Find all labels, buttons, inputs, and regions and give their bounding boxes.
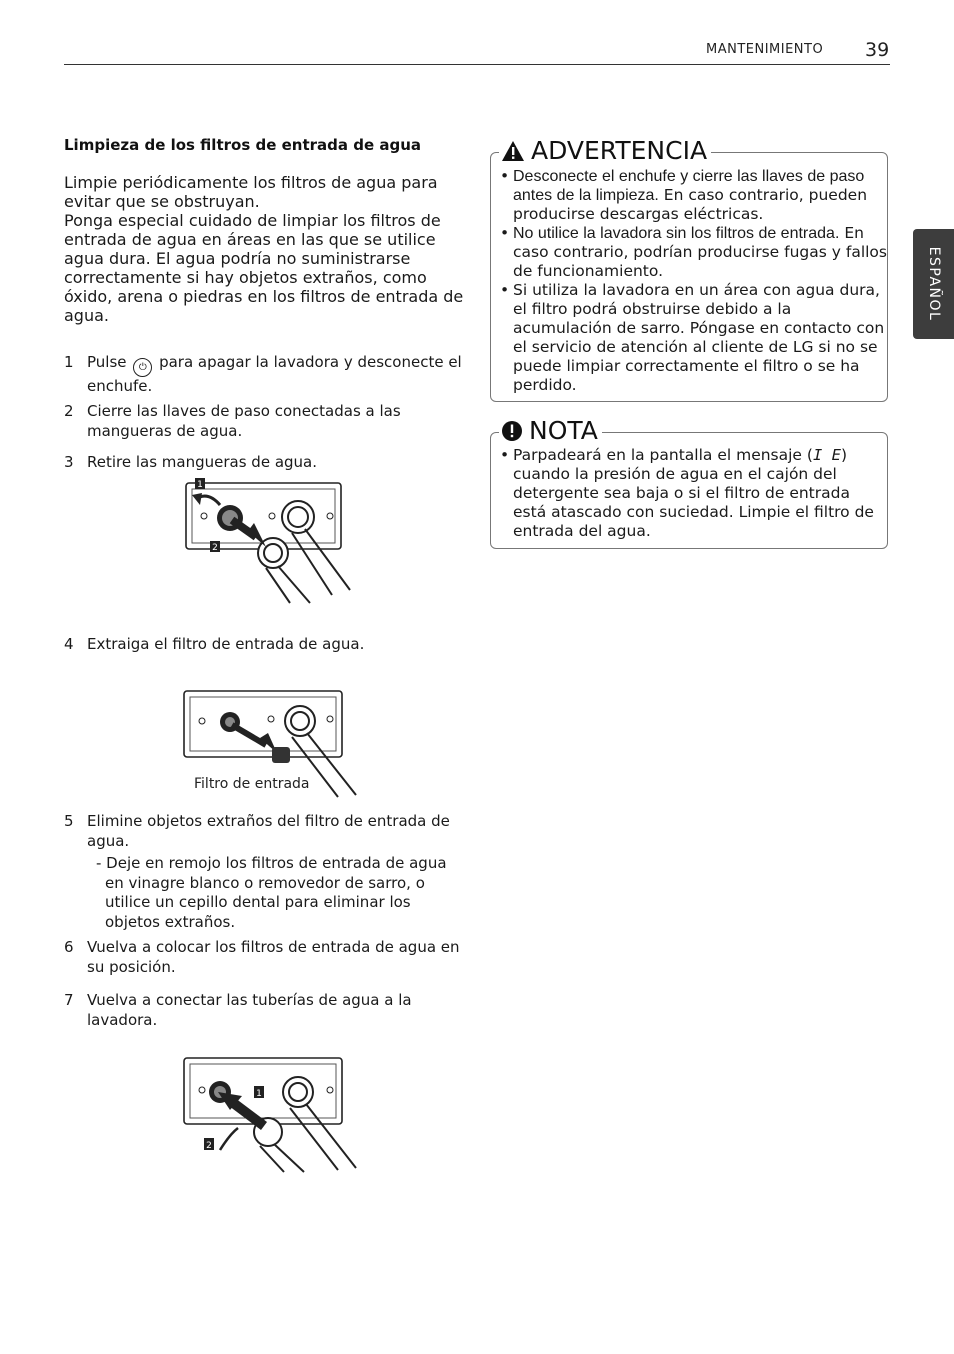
- step-number: 4: [64, 635, 74, 653]
- step-text: Pulse: [87, 353, 127, 371]
- error-code: I E: [812, 446, 841, 464]
- step-number: 5: [64, 812, 74, 830]
- header-rule: [64, 64, 890, 65]
- language-tab-label: ESPAÑOL: [925, 246, 942, 322]
- warning-item-3: • Si utiliza la lavadora en un área con agua dura, el filtro podrá obstruirse debido a la acumulación de sarro. Póngase en contacto con el servicio de atención al cliente de LG si no se puede limpiar correctamente el filtro o se ha perdido.: [491, 281, 887, 395]
- note-list: [491, 446, 887, 541]
- section-title: Limpieza de los filtros de entrada de agua: [64, 136, 422, 154]
- step-subnote: - Deje en remojo los filtros de entrada de agua en vinagre blanco o removedor de sarro, o utilice un cepillo dental para eliminar los objetos extraños.: [96, 854, 447, 931]
- warning-item-1: • Desconecte el enchufe y cierre las llaves de paso antes de la limpieza. En caso contrario, pueden producirse descargas eléctricas.: [491, 167, 887, 224]
- step-5: [64, 812, 464, 932]
- figure-label: 1: [256, 1089, 262, 1099]
- figure-label: 1: [197, 480, 203, 490]
- step-number: 7: [64, 991, 74, 1009]
- step-7: [64, 991, 464, 1030]
- note-item: • Parpadeará en la pantalla el mensaje (I E) cuando la presión de agua en el cajón del detergente sea baja o si el filtro de entrada está atascado con suciedad. Limpie el filtro de entrada del agua.: [491, 446, 887, 541]
- page-number: 39: [865, 39, 890, 61]
- language-tab: [913, 229, 954, 339]
- step-text: Elimine objetos extraños del filtro de entrada de agua.: [87, 812, 450, 850]
- warning-item-2: • No utilice la lavadora sin los filtros de entrada. En caso contrario, podrían producirse fugas y fallos de funcionamiento.: [491, 224, 887, 281]
- step-text: Cierre las llaves de paso conectadas a las mangueras de agua.: [87, 402, 401, 440]
- warning-triangle-icon: [501, 140, 525, 162]
- header-section-title: MANTENIMIENTO: [706, 42, 824, 57]
- step-text: Vuelva a colocar los filtros de entrada de agua en su posición.: [87, 938, 460, 976]
- step-text: Vuelva a conectar las tuberías de agua a la lavadora.: [87, 991, 412, 1029]
- step-number: 2: [64, 402, 74, 420]
- warning-title: [499, 136, 711, 165]
- step-text: Retire las mangueras de agua.: [87, 453, 318, 471]
- step-6: [64, 938, 464, 977]
- step-text: para apagar la lavadora y desconecte el enchufe.: [87, 353, 462, 395]
- warning-box: [490, 136, 888, 402]
- intro-paragraph-1: Limpie periódicamente los filtros de agua para evitar que se obstruyan.: [64, 173, 438, 211]
- figure-label: 2: [212, 543, 218, 553]
- figure-reconnect-hoses: [180, 1052, 370, 1174]
- step-3: [64, 453, 464, 473]
- step-2: [64, 402, 464, 441]
- note-title: [499, 416, 602, 445]
- figure-label: 2: [206, 1141, 212, 1151]
- intro-text: [64, 173, 464, 325]
- step-text: Extraiga el filtro de entrada de agua.: [87, 635, 365, 653]
- figure-caption: Filtro de entrada: [194, 776, 310, 792]
- step-number: 6: [64, 938, 74, 956]
- power-button-icon: ⏻: [133, 358, 152, 377]
- step-number: 3: [64, 453, 74, 471]
- intro-paragraph-2: Ponga especial cuidado de limpiar los filtros de entrada de agua en áreas en las que se utilice agua dura. El agua podría no suministrarse correctamente si hay objetos extraños, como óxido, arena o piedras en los filtros de entrada de agua.: [64, 211, 464, 325]
- step-1: [64, 353, 464, 397]
- figure-extract-filter: [180, 685, 370, 805]
- step-4: [64, 635, 464, 655]
- note-box: [490, 416, 888, 549]
- figure-remove-hoses: [180, 475, 370, 605]
- warning-list: [491, 167, 887, 395]
- note-title-text: NOTA: [529, 416, 598, 445]
- warning-title-text: ADVERTENCIA: [531, 136, 708, 165]
- step-number: 1: [64, 353, 74, 371]
- exclamation-circle-icon: [501, 420, 523, 442]
